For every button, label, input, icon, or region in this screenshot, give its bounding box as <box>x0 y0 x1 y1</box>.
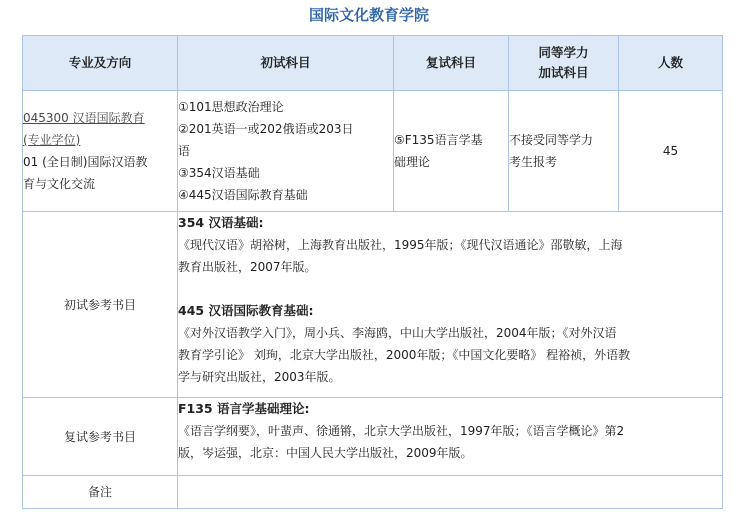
major-link-line2[interactable]: (专业学位) <box>23 133 81 147</box>
header-count: 人数 <box>619 36 723 91</box>
equal-line1: 不接受同等学力 <box>509 133 594 147</box>
count-cell: 45 <box>619 91 723 212</box>
initial-ref-line: 学与研究出版社，2003年版。 <box>178 370 341 384</box>
header-equal-ability <box>509 36 619 91</box>
remarks-label: 备注 <box>23 476 178 509</box>
subject-line: ②201英语一或202俄语或203日 <box>178 122 354 136</box>
initial-ref-line: 教育学引论》 刘珣，北京大学出版社，2000年版；《中国文化要略》 程裕祯，外语教 <box>178 348 631 362</box>
equal-line2: 考生报考 <box>509 155 558 169</box>
retest-ref-line: 《语言学纲要》，叶蜚声、徐通锵，北京大学出版社，1997年版；《语言学概论》第2 <box>178 424 625 438</box>
retest-refs-label: 复试参考书目 <box>23 398 178 476</box>
initial-refs-content <box>178 212 723 398</box>
major-link-line1[interactable]: 045300 汉语国际教育 <box>23 111 145 125</box>
subject-line: ①101思想政治理论 <box>178 100 284 114</box>
retest-ref-title: F135 语言学基础理论: <box>178 401 310 416</box>
header-row <box>23 36 723 91</box>
header-major: 专业及方向 <box>23 36 178 91</box>
retest-refs-row <box>23 398 723 476</box>
remarks-value <box>178 476 723 509</box>
major-link[interactable] <box>23 107 177 151</box>
retest-ref-line: 版，岑运强，北京：中国人民大学出版社，2009年版。 <box>178 446 473 460</box>
program-table <box>22 35 723 509</box>
initial-refs-label: 初试参考书目 <box>23 212 178 398</box>
initial-ref-line: 《现代汉语》胡裕树，上海教育出版社，1995年版；《现代汉语通论》邵敬敏，上海 <box>178 238 623 252</box>
spacer <box>178 278 722 300</box>
subject-line: 语 <box>178 144 191 158</box>
header-equal-line2: 加试科目 <box>538 65 589 80</box>
retest-refs-content <box>178 398 723 476</box>
initial-ref-title-1: 354 汉语基础: <box>178 215 264 230</box>
initial-subjects-cell <box>178 91 394 212</box>
direction-line2: 育与文化交流 <box>23 177 96 191</box>
remarks-row <box>23 476 723 509</box>
direction-line1: 01 (全日制)国际汉语教 <box>23 155 148 169</box>
program-row <box>23 91 723 212</box>
retest-line2: 础理论 <box>394 155 431 169</box>
page-title: 国际文化教育学院 <box>308 6 429 24</box>
retest-line1: ⑤F135语言学基 <box>394 133 483 147</box>
initial-refs-row <box>23 212 723 398</box>
retest-subjects-cell <box>394 91 509 212</box>
subject-line: ④445汉语国际教育基础 <box>178 188 308 202</box>
initial-ref-line: 《对外汉语教学入门》，周小兵、李海鸥，中山大学出版社，2004年版；《对外汉语 <box>178 326 617 340</box>
equal-ability-cell <box>509 91 619 212</box>
major-cell <box>23 91 178 212</box>
initial-ref-line: 教育出版社，2007年版。 <box>178 260 317 274</box>
header-retest-subjects: 复试科目 <box>394 36 509 91</box>
initial-ref-title-2: 445 汉语国际教育基础: <box>178 303 314 318</box>
header-equal-line1: 同等学力 <box>538 45 589 60</box>
header-initial-subjects: 初试科目 <box>178 36 394 91</box>
subject-line: ③354汉语基础 <box>178 166 260 180</box>
